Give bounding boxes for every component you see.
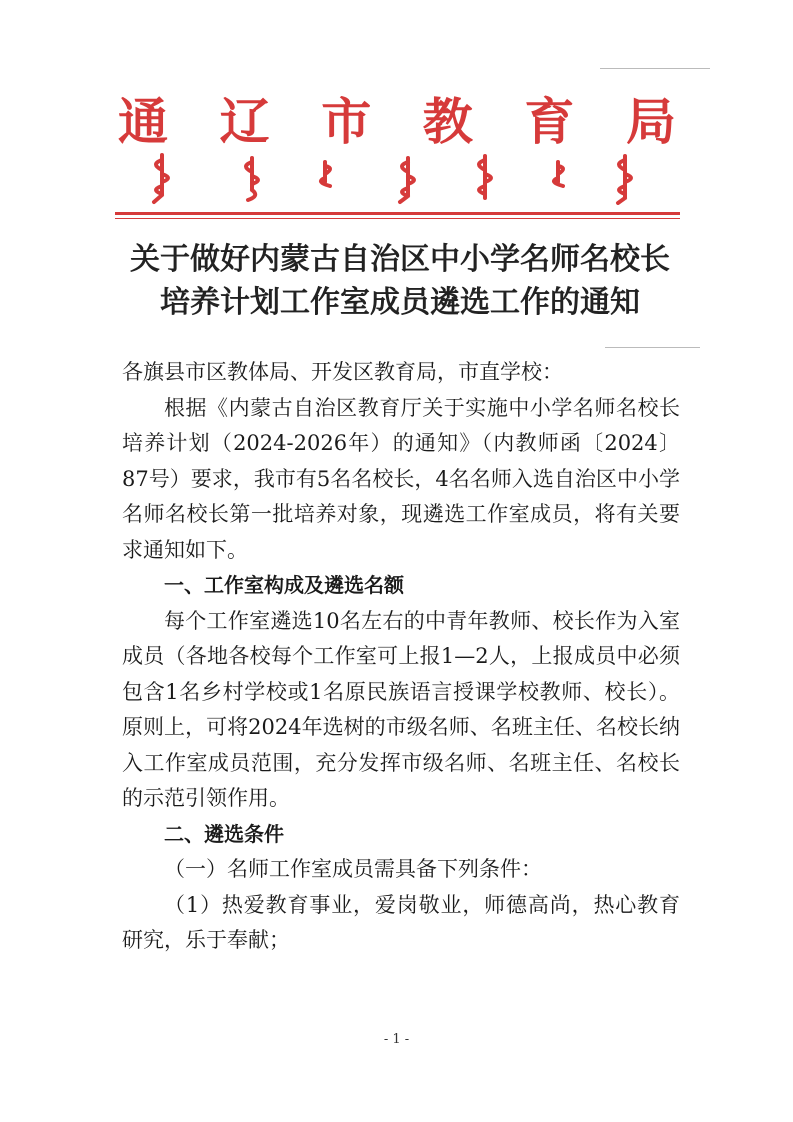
- mongolian-word-7: [618, 156, 631, 203]
- mongolian-word-3: [321, 162, 330, 186]
- red-header-rule: [115, 212, 680, 215]
- authority-char: 辽: [219, 92, 272, 151]
- authority-char: 通: [118, 92, 170, 151]
- intro-paragraph: 根据《内蒙古自治区教育厅关于实施中小学名师名校长培养计划（2024-2026年）的通知》（内教师函〔2024〕87号）要求，我市有5名名校长，4名名师入选自治区中小学名师名校长第一批培养对象，现遴选工作室成员，将有关要求通知如下。: [122, 395, 680, 562]
- condition-item-1: （1）热爱教育事业，爱岗敬业，师德高尚，热心教育研究，乐于奉献；: [122, 892, 680, 952]
- mongolian-script-logo: [140, 150, 640, 205]
- mongolian-word-4: [400, 158, 414, 202]
- section-heading-1: 一、工作室构成及遴选名额: [164, 573, 404, 597]
- authority-char: 局: [625, 92, 678, 151]
- scan-artifact: [605, 347, 700, 348]
- page-number: - 1 -: [383, 1032, 410, 1047]
- mongolian-word-1: [154, 155, 168, 202]
- document-body: [122, 355, 680, 959]
- mongolian-word-5: [479, 156, 491, 198]
- subsection-heading: （一）名师工作室成员需具备下列条件：: [164, 857, 542, 881]
- document-title-line-2: 培养计划工作室成员遴选工作的通知: [160, 285, 640, 320]
- mongolian-word-6: [554, 162, 563, 186]
- section-1-paragraph: 每个工作室遴选10名左右的中青年教师、校长作为入室成员（各地各校每个工作室可上报1—2人，上报成员中必须包含1名乡村学校或1名原民族语言授课学校教师、校长）。原则上，可将2024年选树的市级名师、名班主任、名校长纳入工作室成员范围，充分发挥市级名师、名班主任、名校长的示范引领作用。: [122, 608, 680, 810]
- scan-artifact: [600, 68, 710, 69]
- authority-char: 市: [321, 92, 374, 151]
- issuing-authority-title: [118, 92, 678, 152]
- authority-char: 教: [422, 92, 475, 151]
- section-heading-2: 二、遴选条件: [164, 821, 284, 846]
- authority-char: 育: [524, 92, 577, 151]
- mongolian-word-2: [246, 158, 258, 200]
- salutation: 各旗县市区教体局、开发区教育局，市直学校：: [122, 360, 563, 384]
- document-title-line-1: 关于做好内蒙古自治区中小学名师名校长: [130, 242, 670, 277]
- red-header-rule-thin: [115, 218, 680, 219]
